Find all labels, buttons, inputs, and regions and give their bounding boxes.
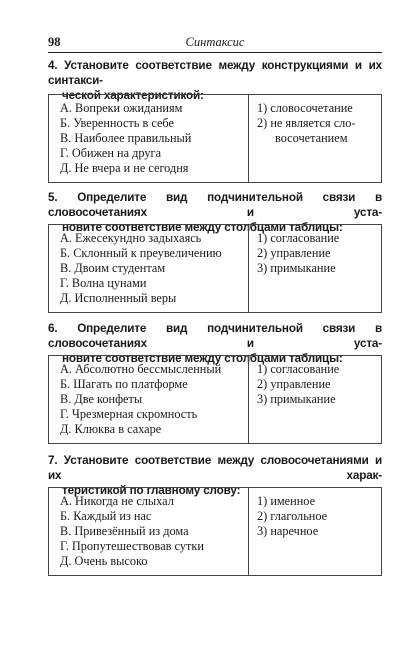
page-number: 98	[48, 35, 61, 49]
task-5	[48, 190, 382, 305]
right-item: 1) согласование	[257, 362, 340, 376]
right-item: 2) не является сло-	[257, 116, 356, 130]
right-item: 1) словосочетание	[257, 101, 353, 115]
right-column	[248, 95, 381, 182]
matching-table	[48, 224, 382, 313]
left-column	[49, 488, 249, 575]
left-item: Г. Обижен на друга	[60, 146, 162, 160]
left-item: В. Привезённый из дома	[60, 524, 189, 538]
matching-table	[48, 487, 382, 576]
right-item: 3) примыкание	[257, 261, 336, 275]
matching-table	[48, 355, 382, 444]
left-item: Б. Шагать по платформе	[60, 377, 188, 391]
right-column	[248, 225, 381, 312]
left-column	[49, 356, 249, 443]
right-item: 2) управление	[257, 246, 331, 260]
left-column	[49, 225, 249, 312]
left-item: В. Две конфеты	[60, 392, 143, 406]
left-item: Г. Чрезмерная скромность	[60, 407, 198, 421]
left-item: Д. Очень высоко	[60, 554, 148, 568]
task-title-line: ческой характеристикой:	[62, 89, 204, 102]
left-item: Г. Волна цунами	[60, 276, 147, 290]
left-item: Б. Уверенность в себе	[60, 116, 174, 130]
right-item: восочетанием	[275, 131, 348, 145]
task-title-line: 7. Установите соответствие между словосочетаниями и их харак-	[48, 454, 382, 482]
left-item: В. Двоим студентам	[60, 261, 166, 275]
task-title-line: 5. Определите вид подчинительной связи в словосочетаниях и уста-	[48, 191, 382, 219]
left-item: Г. Пропутешествовав сутки	[60, 539, 204, 553]
task-title-line: 6. Определите вид подчинительной связи в словосочетаниях и уста-	[48, 322, 382, 350]
left-item: Д. Клюква в сахаре	[60, 422, 162, 436]
right-item: 2) глагольное	[257, 509, 328, 523]
right-column	[248, 356, 381, 443]
matching-table	[48, 94, 382, 183]
left-item: В. Наиболее правильный	[60, 131, 192, 145]
right-column	[248, 488, 381, 575]
running-title: Синтаксис	[185, 35, 245, 49]
task-title-line: новите соответствие между столбцами таблицы:	[62, 221, 343, 234]
right-item: 2) управление	[257, 377, 331, 391]
left-column	[49, 95, 249, 182]
right-item: 3) наречное	[257, 524, 319, 538]
right-item: 1) именное	[257, 494, 316, 508]
right-item: 1) согласование	[257, 231, 340, 245]
task-6	[48, 321, 382, 436]
left-item: А. Абсолютно бессмысленный	[60, 362, 222, 376]
left-item: А. Ежесекундно задыхаясь	[60, 231, 202, 245]
left-item: Д. Исполненный веры	[60, 291, 177, 305]
task-4	[48, 58, 382, 175]
left-item: Б. Каждый из нас	[60, 509, 152, 523]
task-7	[48, 453, 382, 568]
task-title-line: новите соответствие между столбцами таблицы:	[62, 352, 343, 365]
task-title-line: теристикой по главному слову:	[62, 484, 241, 497]
left-item: Д. Не вчера и не сегодня	[60, 161, 189, 175]
left-item: А. Никогда не слыхал	[60, 494, 174, 508]
task-title-line: 4. Установите соответствие между конструкциями и их синтакси-	[48, 59, 382, 87]
left-item: Б. Склонный к преувеличению	[60, 246, 222, 260]
left-item: А. Вопреки ожиданиям	[60, 101, 183, 115]
right-item: 3) примыкание	[257, 392, 336, 406]
page-header	[48, 36, 382, 53]
